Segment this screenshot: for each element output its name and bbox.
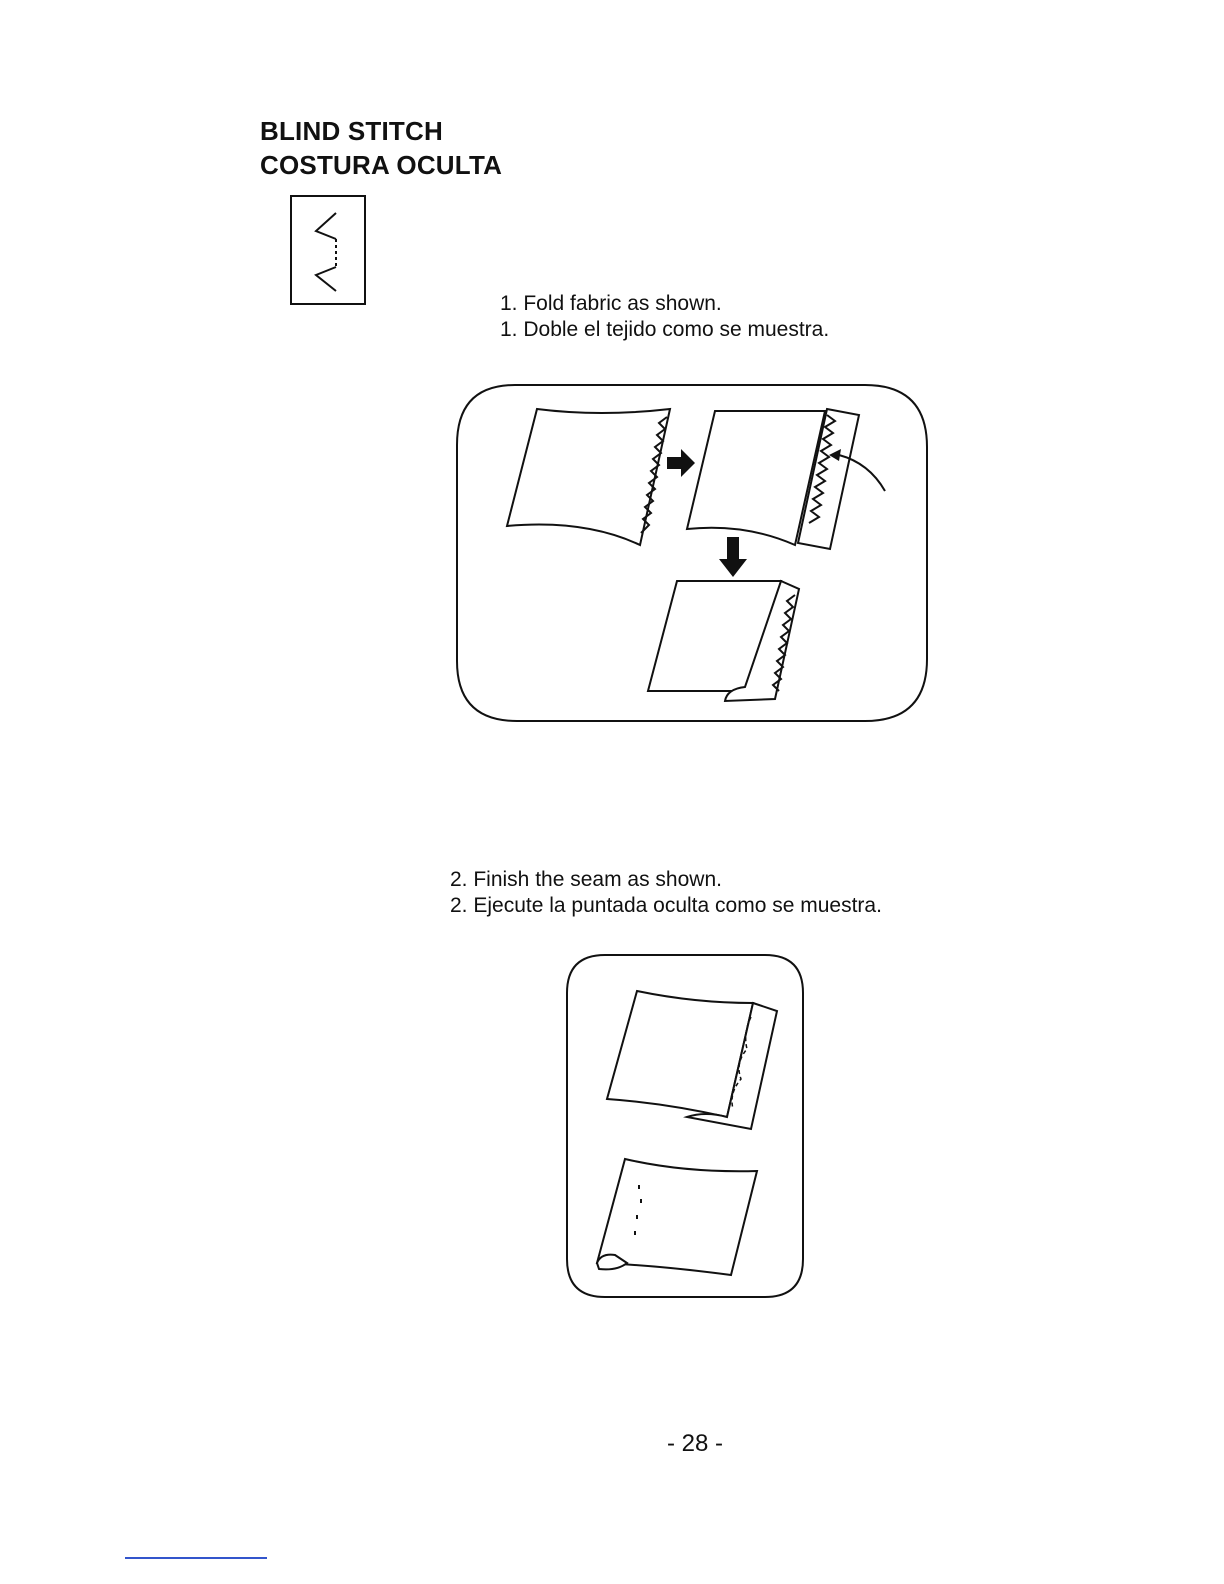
step-1-text-spanish: 1. Doble el tejido como se muestra. bbox=[500, 318, 830, 341]
step-1-text-english: 1. Fold fabric as shown. bbox=[500, 292, 722, 315]
finish-seam-illustration bbox=[565, 953, 805, 1299]
step-2-instructions bbox=[450, 867, 882, 919]
page-title-english: BLIND STITCH bbox=[260, 116, 443, 146]
step-2-text-english: 2. Finish the seam as shown. bbox=[450, 868, 722, 891]
step-1-instructions bbox=[500, 291, 829, 343]
step-2-text-spanish: 2. Ejecute la puntada oculta como se muestra. bbox=[450, 894, 882, 917]
footer-rule bbox=[125, 1557, 267, 1559]
fold-fabric-illustration bbox=[455, 383, 930, 723]
blind-stitch-pattern-icon bbox=[290, 195, 366, 305]
page-number: - 28 - bbox=[666, 1430, 723, 1457]
page-title-spanish: COSTURA OCULTA bbox=[260, 150, 503, 180]
